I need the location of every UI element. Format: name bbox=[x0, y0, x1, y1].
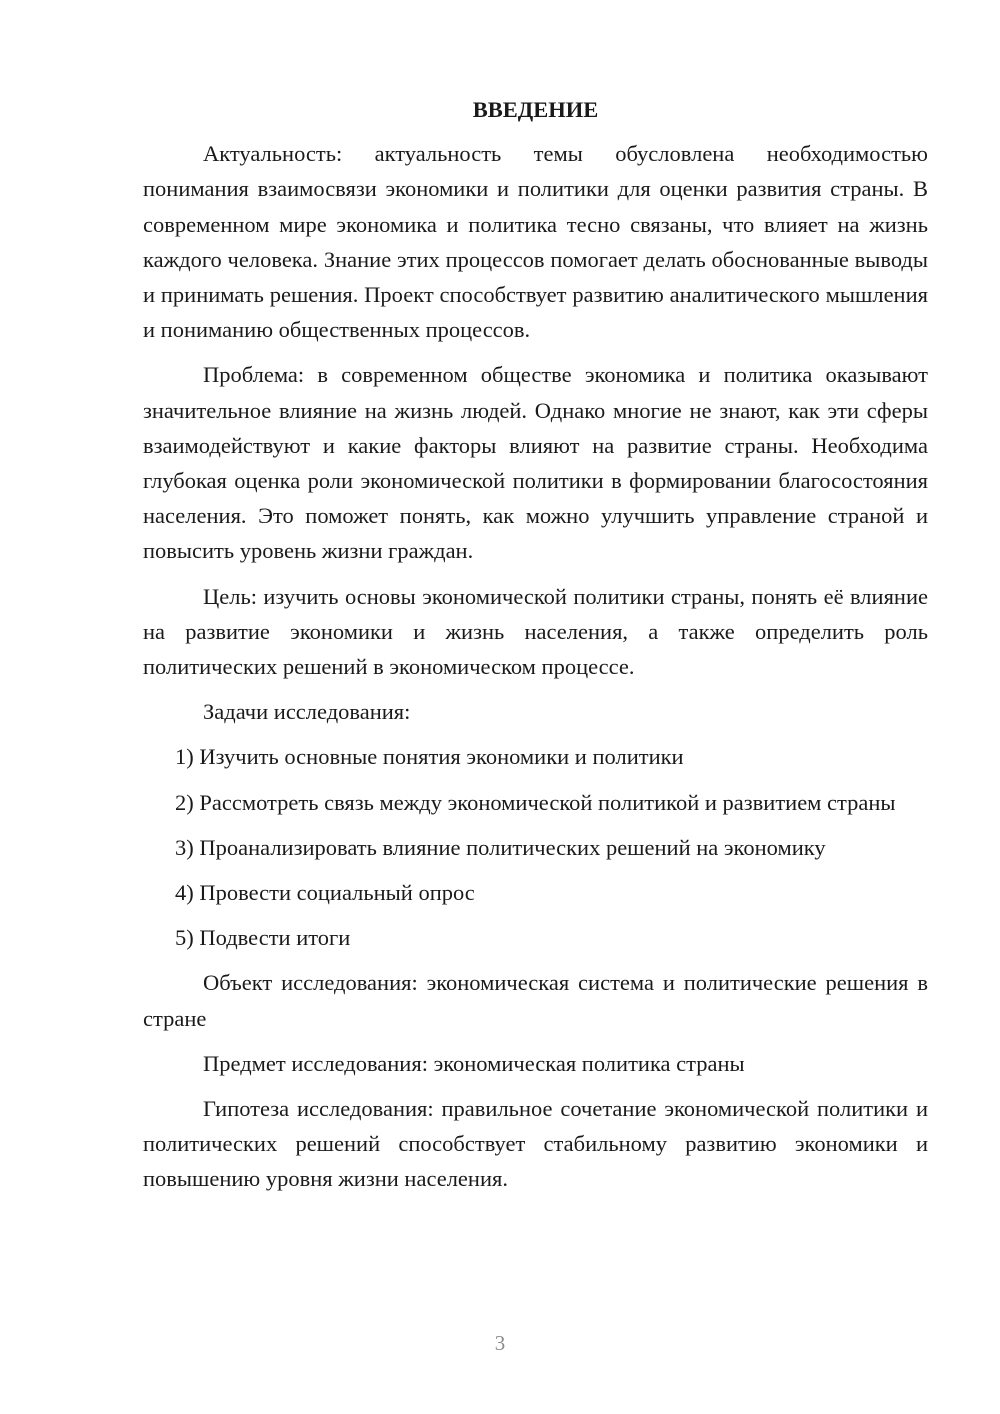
goal-paragraph: Цель: изучить основы экономической политики страны, понять её влияние на развитие экономики и жизнь населения, а также определить роль политических решений в экономическом процессе. bbox=[143, 583, 928, 680]
task-item: 4) Провести социальный опрос bbox=[175, 880, 475, 906]
hypothesis-paragraph: Гипотеза исследования: правильное сочетание экономической политики и политических решений способствует стабильному развитию экономики и повышению уровня жизни населения. bbox=[143, 1096, 928, 1192]
task-item: 1) Изучить основные понятия экономики и политики bbox=[175, 744, 684, 770]
task-item: 3) Проанализировать влияние политических решений на экономику bbox=[175, 834, 826, 860]
task-item: 5) Подвести итоги bbox=[175, 925, 351, 951]
page-number: 3 bbox=[494, 1331, 506, 1355]
object-paragraph: Объект исследования: экономическая система и политические решения в стране bbox=[143, 970, 928, 1031]
subject-paragraph: Предмет исследования: экономическая политика страны bbox=[203, 1050, 745, 1076]
document-page bbox=[143, 92, 928, 1207]
relevance-paragraph: Актуальность: актуальность темы обусловлена необходимостью понимания взаимосвязи экономики и политики для оценки развития страны. В современном мире экономика и политика тесно связаны, что влияет на жизнь каждого человека. Знание этих процессов помогает делать обоснованные выводы и принимать решения. Проект способствует развитию аналитического мышления и пониманию общественных процессов. bbox=[143, 141, 928, 343]
task-item: 2) Рассмотреть связь между экономической политикой и развитием страны bbox=[175, 789, 896, 815]
tasks-heading: Задачи исследования: bbox=[203, 699, 411, 725]
tasks-list bbox=[143, 739, 928, 955]
problem-paragraph: Проблема: в современном обществе экономика и политика оказывают значительное влияние на жизнь людей. Однако многие не знают, как эти сферы взаимодействуют и какие факторы влияют на развитие страны. Необходима глубокая оценка роли экономической политики в формировании благосостояния населения. Это поможет понять, как можно улучшить управление страной и повысить уровень жизни граждан. bbox=[143, 362, 928, 564]
section-title: ВВЕДЕНИЕ bbox=[472, 97, 599, 122]
